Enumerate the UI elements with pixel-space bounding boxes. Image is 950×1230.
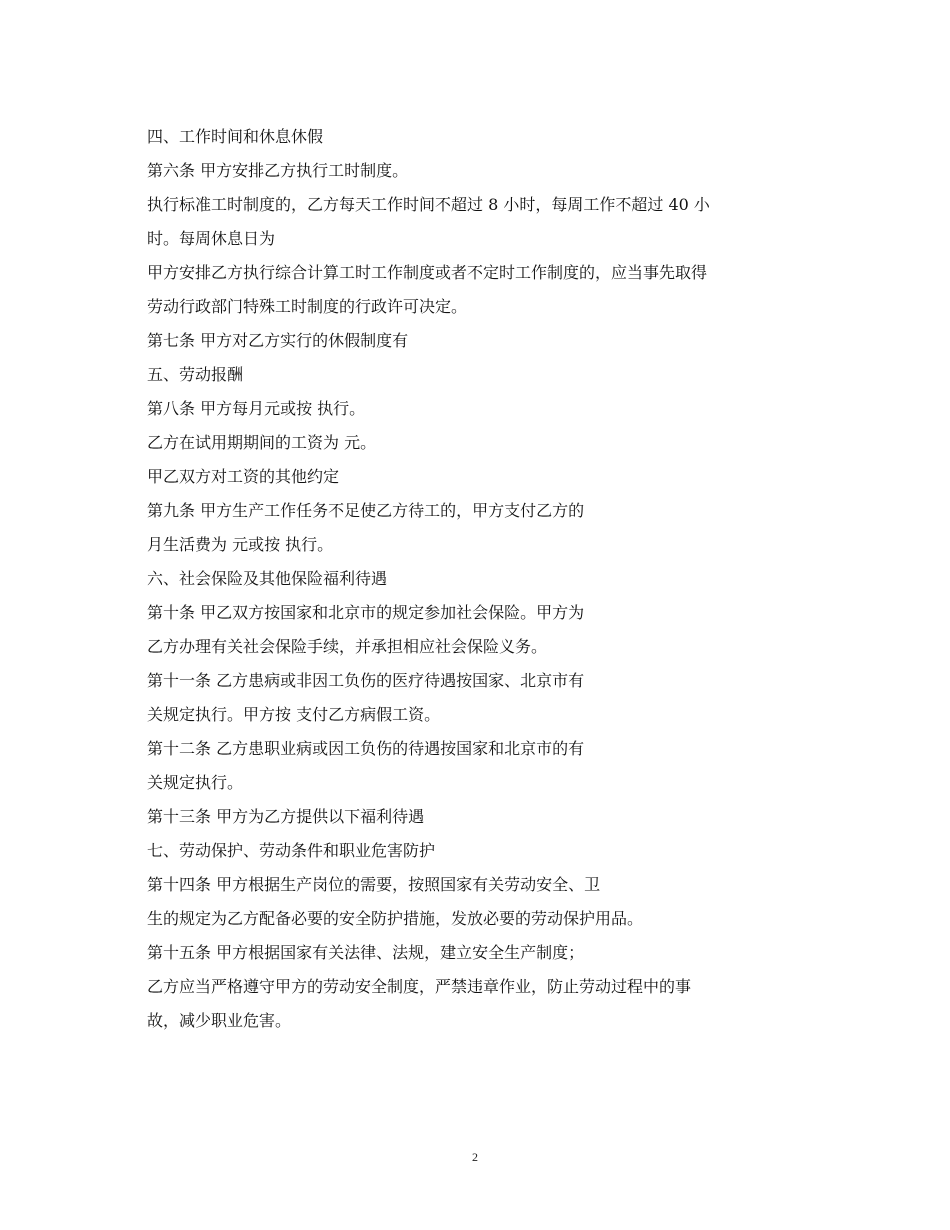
- article-15: 第十五条 甲方根据国家有关法律、法规，建立安全生产制度；: [147, 943, 585, 962]
- section-heading-labor-protection: 七、劳动保护、劳动条件和职业危害防护: [147, 841, 436, 860]
- article-9: 第九条 甲方生产工作任务不足使乙方待工的，甲方支付乙方的: [147, 501, 585, 520]
- article-7: 第七条 甲方对乙方实行的休假制度有: [147, 331, 409, 350]
- paragraph-line: 甲方安排乙方执行综合计算工时工作制度或者不定时工作制度的，应当事先取得: [147, 263, 708, 282]
- section-heading-social-insurance: 六、社会保险及其他保险福利待遇: [147, 569, 388, 588]
- article-11: 第十一条 乙方患病或非因工负伤的医疗待遇按国家、北京市有: [147, 671, 585, 690]
- article-8: 第八条 甲方每月元或按 执行。: [147, 399, 366, 418]
- paragraph-line: 关规定执行。甲方按 支付乙方病假工资。: [147, 705, 441, 724]
- article-13: 第十三条 甲方为乙方提供以下福利待遇: [147, 807, 425, 826]
- paragraph-line: 乙方在试用期期间的工资为 元。: [147, 433, 377, 452]
- article-10: 第十条 甲乙双方按国家和北京市的规定参加社会保险。甲方为: [147, 603, 585, 622]
- paragraph-line: 时。每周休息日为: [147, 229, 276, 248]
- paragraph-line: 甲乙双方对工资的其他约定: [147, 467, 340, 486]
- paragraph-line: 劳动行政部门特殊工时制度的行政许可决定。: [147, 297, 468, 316]
- paragraph-line: 生的规定为乙方配备必要的安全防护措施，发放必要的劳动保护用品。: [147, 909, 644, 928]
- article-12: 第十二条 乙方患职业病或因工负伤的待遇按国家和北京市的有: [147, 739, 585, 758]
- paragraph-line: 关规定执行。: [147, 773, 244, 792]
- paragraph-line: 乙方应当严格遵守甲方的劳动安全制度，严禁违章作业，防止劳动过程中的事: [147, 977, 692, 996]
- section-heading-work-hours: 四、工作时间和休息休假: [147, 127, 324, 146]
- article-6: 第六条 甲方安排乙方执行工时制度。: [147, 161, 409, 180]
- paragraph-line: 月生活费为 元或按 执行。: [147, 535, 334, 554]
- document-body: [147, 128, 807, 1046]
- page-number: 2: [472, 1150, 478, 1164]
- paragraph-line: 执行标准工时制度的，乙方每天工作时间不超过 8 小时，每周工作不超过 40 小: [147, 195, 710, 214]
- section-heading-remuneration: 五、劳动报酬: [147, 365, 244, 384]
- paragraph-line: 故，减少职业危害。: [147, 1011, 292, 1030]
- paragraph-line: 乙方办理有关社会保险手续，并承担相应社会保险义务。: [147, 637, 548, 656]
- article-14: 第十四条 甲方根据生产岗位的需要，按照国家有关劳动安全、卫: [147, 875, 601, 894]
